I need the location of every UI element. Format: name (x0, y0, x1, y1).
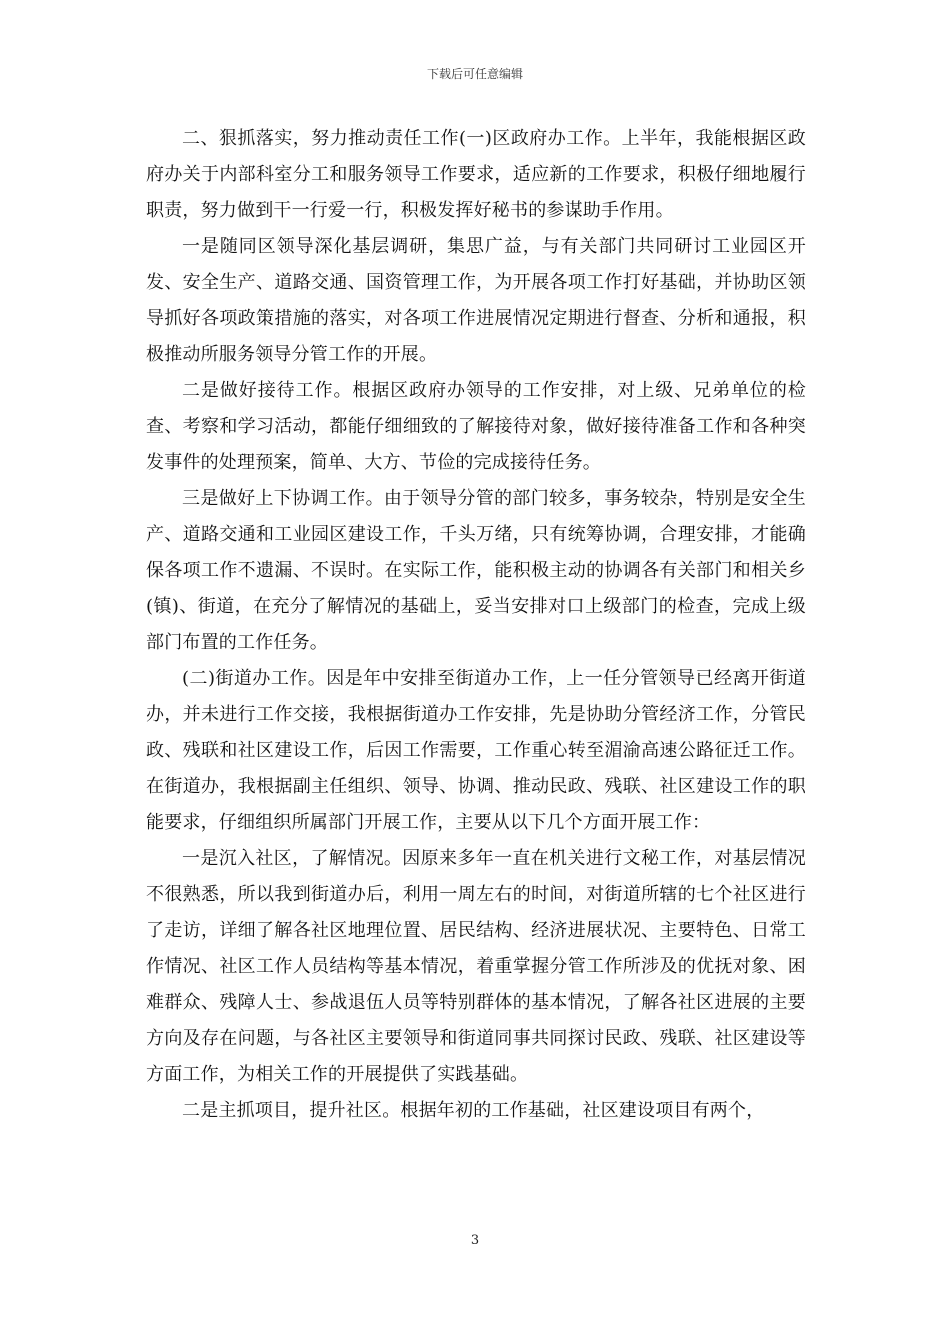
paragraph: (二)街道办工作。因是年中安排至街道办工作，上一任分管领导已经离开街道办，并未进行工作交接，我根据街道办工作安排，先是协助分管经济工作，分管民政、残联和社区建设工作，后因工作需要，工作重心转至湄渝高速公路征迁工作。在街道办，我根据副主任组织、领导、协调、推动民政、残联、社区建设工作的职能要求，仔细组织所属部门开展工作，主要从以下几个方面开展工作： (146, 668, 806, 833)
paragraph: 一是沉入社区，了解情况。因原来多年一直在机关进行文秘工作，对基层情况不很熟悉，所以我到街道办后，利用一周左右的时间，对街道所辖的七个社区进行了走访，详细了解各社区地理位置、居民结构、经济进展状况、主要特色、日常工作情况、社区工作人员结构等基本情况，着重掌握分管工作所涉及的优抚对象、困难群众、残障人士、参战退伍人员等特别群体的基本情况，了解各社区进展的主要方向及存在问题，与各社区主要领导和街道同事共同探讨民政、残联、社区建设等方面工作，为相关工作的开展提供了实践基础。 (146, 848, 806, 1085)
paragraph: 三是做好上下协调工作。由于领导分管的部门较多，事务较杂，特别是安全生产、道路交通和工业园区建设工作，千头万绪，只有统筹协调，合理安排，才能确保各项工作不遗漏、不误时。在实际工作，能积极主动的协调各有关部门和相关乡(镇)、街道，在充分了解情况的基础上，妥当安排对口上级部门的检查，完成上级部门布置的工作任务。 (146, 488, 806, 653)
document-body (146, 121, 806, 1129)
paragraph: 二、狠抓落实，努力推动责任工作(一)区政府办工作。上半年，我能根据区政府办关于内部科室分工和服务领导工作要求，适应新的工作要求，积极仔细地履行职责，努力做到干一行爱一行，积极发挥好秘书的参谋助手作用。 (146, 128, 806, 221)
page-number: 3 (470, 1233, 480, 1248)
page-header: 下载后可任意编辑 (426, 67, 523, 81)
paragraph: 二是主抓项目，提升社区。根据年初的工作基础，社区建设项目有两个， (182, 1100, 765, 1121)
paragraph: 二是做好接待工作。根据区政府办领导的工作安排，对上级、兄弟单位的检查、考察和学习活动，都能仔细细致的了解接待对象，做好接待准备工作和各种突发事件的处理预案，简单、大方、节俭的完成接待任务。 (146, 380, 806, 473)
paragraph: 一是随同区领导深化基层调研，集思广益，与有关部门共同研讨工业园区开发、安全生产、道路交通、国资管理工作，为开展各项工作打好基础，并协助区领导抓好各项政策措施的落实，对各项工作进展情况定期进行督查、分析和通报，积极推动所服务领导分管工作的开展。 (146, 236, 806, 365)
